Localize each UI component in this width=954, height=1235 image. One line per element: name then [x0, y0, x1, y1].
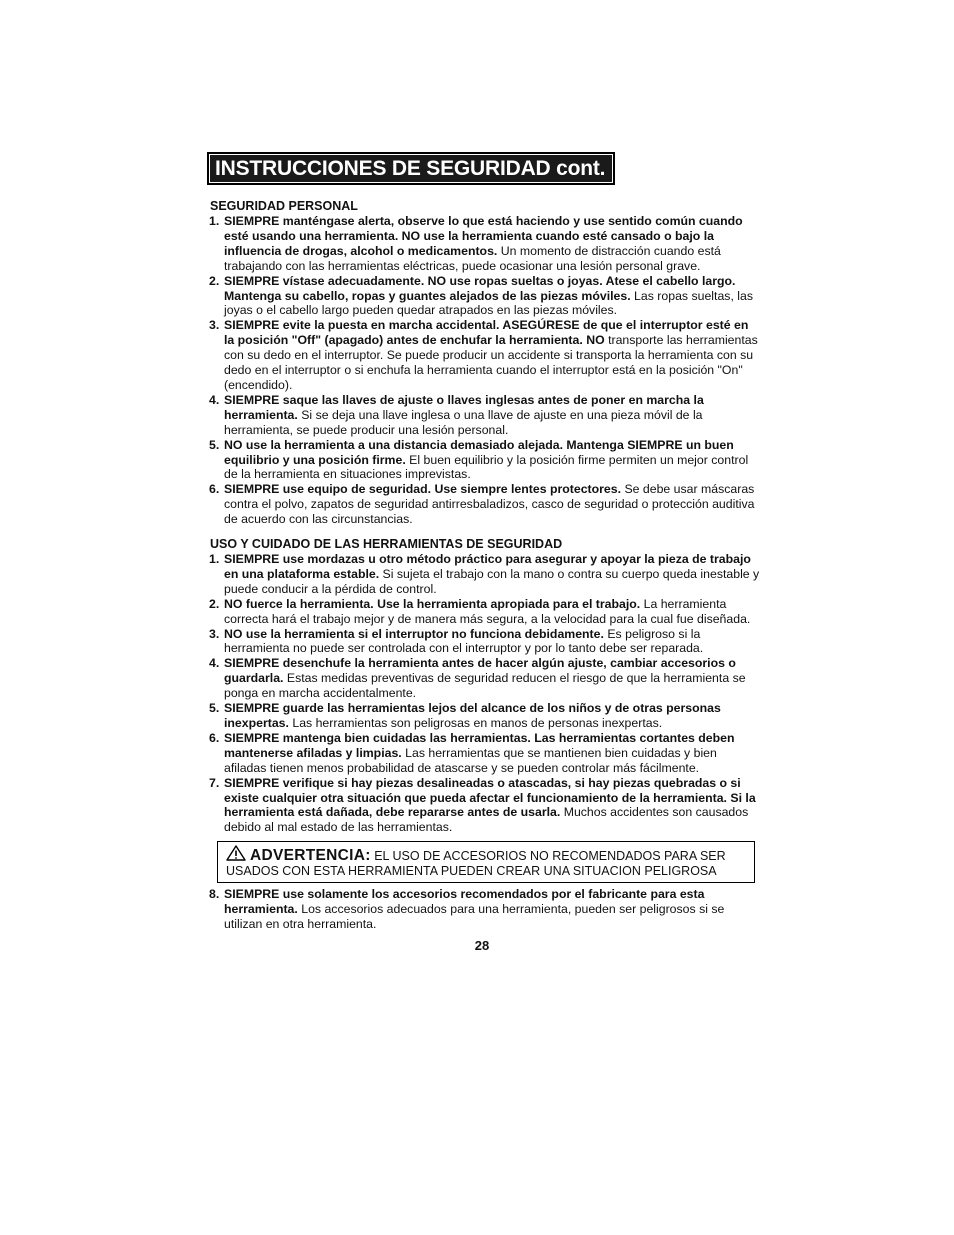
item-number: 4.: [209, 656, 220, 671]
item-number: 2.: [209, 273, 220, 288]
item-text: Las ropas sueltas, las joyas o el cabello largo pueden quedar atrapados en las piezas móviles.: [224, 288, 753, 318]
item-text: Un momento de distracción cuando está trabajando con las herramientas eléctricas, puede ocasionar una lesión personal grave.: [224, 243, 721, 273]
list-item: [207, 552, 762, 597]
warning-box: [217, 841, 755, 883]
page-title: INSTRUCCIONES DE SEGURIDAD cont.: [207, 152, 615, 185]
item-text: Es peligroso si la herramienta no puede ser controlada con el interruptor y por lo tanto debe ser reparada.: [224, 626, 704, 656]
item-bold-text: SIEMPRE vístase adecuadamente. NO use ropas sueltas o joyas. Atese el cabello largo. Mantenga su cabello, ropas y guantes alejados de las piezas móviles.: [224, 273, 736, 303]
item-number: 5.: [209, 437, 220, 452]
item-bold-text: SIEMPRE use mordazas u otro método práctico para asegurar y apoyar la pieza de trabajo en una plataforma estable.: [224, 552, 751, 581]
item-text: La herramienta correcta hará el trabajo mejor y de manera más segura, a la velocidad para la cual fue diseñada.: [224, 596, 751, 626]
warning-text-2: USADOS CON ESTA HERRAMIENTA PUEDEN CREAR UNA SITUACION PELIGROSA: [226, 864, 717, 879]
item-bold-text: NO fuerce la herramienta. Use la herramienta apropiada para el trabajo.: [224, 596, 641, 611]
tool-use-care-list: [207, 552, 762, 835]
list-item: [207, 627, 762, 657]
list-item: [207, 482, 762, 527]
warning-text-1: EL USO DE ACCESORIOS NO RECOMENDADOS PARA SER: [370, 849, 726, 864]
list-item: [207, 214, 762, 274]
item-text: Estas medidas preventivas de seguridad reducen el riesgo de que la herramienta se ponga en marcha accidentalmente.: [224, 671, 746, 701]
item-bold-text: SIEMPRE desenchufe la herramienta antes de hacer algún ajuste, cambiar accesorios o guardarla.: [224, 656, 736, 686]
item-text: Se debe usar máscaras contra el polvo, zapatos de seguridad antirresbaladizos, casco de seguridad o protección auditiva de acuerdo con las circunstancias.: [224, 482, 755, 527]
item-bold-text: SIEMPRE saque las llaves de ajuste o llaves inglesas antes de poner en marcha la herramienta.: [224, 392, 704, 422]
list-item: [207, 731, 762, 776]
item-text: Las herramientas son peligrosas en manos de personas inexpertas.: [288, 716, 663, 730]
item-bold-text: SIEMPRE verifique si hay piezas desalineadas o atascadas, si hay piezas quebradas o si existe cualquier otra situación que pueda afectar el funcionamiento de la herramienta. Si la herramienta está dañada, debe repararse antes de usarla.: [224, 775, 756, 820]
item-bold-text: SIEMPRE use equipo de seguridad. Use siempre lentes protectores.: [224, 482, 622, 497]
warning-line-1: [226, 845, 748, 864]
personal-safety-list: [207, 214, 762, 527]
item-number: 5.: [209, 701, 220, 716]
item-number: 6.: [209, 482, 220, 497]
item-number: 3.: [209, 626, 220, 641]
item-text: Si se deja una llave inglesa o una llave de ajuste en una pieza móvil de la herramienta, se puede producir una lesión personal.: [224, 407, 703, 437]
item-text: El buen equilibrio y la posición firme permiten un mejor control de la herramienta en situaciones imprevistas.: [224, 452, 749, 482]
list-item: [207, 701, 762, 731]
item-bold-text: SIEMPRE manténgase alerta, observe lo que está haciendo y use sentido común cuando esté usando una herramienta. NO use la herramienta cuando esté cansado o bajo la influencia de drogas, alcohol o medicamentos.: [224, 214, 743, 258]
item-number: 8.: [209, 887, 220, 902]
item-text: Muchos accidentes son causados debido al mal estado de las herramientas.: [224, 805, 749, 835]
list-item: [207, 887, 762, 932]
list-item: [207, 393, 762, 438]
list-item: [207, 318, 762, 393]
list-item: [207, 656, 762, 701]
section-heading-tool-use-care: USO Y CUIDADO DE LAS HERRAMIENTAS DE SEGURIDAD: [210, 537, 563, 552]
item-number: 2.: [209, 596, 220, 611]
item-bold-text: SIEMPRE use solamente los accesorios recomendados por el fabricante para esta herramienta.: [224, 887, 705, 917]
item-bold-text: NO use la herramienta si el interruptor no funciona debidamente.: [224, 626, 604, 641]
item-text: Las herramientas que se mantienen bien cuidadas y bien afiladas tienen menos probabilidad de atascarse y se pueden controlar más fácilmente.: [224, 745, 717, 775]
item-bold-text: SIEMPRE mantenga bien cuidadas las herramientas. Las herramientas cortantes deben mantenerse afiladas y limpias.: [224, 730, 735, 760]
item-number: 4.: [209, 392, 220, 407]
item-number: 3.: [209, 318, 220, 333]
list-item: [207, 597, 762, 627]
section-heading-personal-safety: SEGURIDAD PERSONAL: [210, 199, 358, 213]
item-number: 7.: [209, 775, 220, 790]
item-bold-text: SIEMPRE guarde las herramientas lejos del alcance de los niños y de otras personas inexpertas.: [224, 701, 721, 730]
list-item: [207, 274, 762, 319]
item-bold-text: NO use la herramienta a una distancia demasiado alejada. Mantenga SIEMPRE un buen equilibrio y una posición firme.: [224, 437, 734, 467]
tool-use-care-list-continued: [207, 887, 762, 932]
manual-page: [207, 152, 762, 953]
item-number: 6.: [209, 730, 220, 745]
list-item: [207, 776, 762, 836]
warning-label: ADVERTENCIA:: [250, 847, 371, 865]
item-number: 1.: [209, 552, 220, 567]
item-bold-text: SIEMPRE evite la puesta en marcha accidental. ASEGÚRESE de que el interruptor esté en la posición "Off" (apagado) antes de enchufar la herramienta. NO: [224, 318, 749, 348]
item-text: Los accesorios adecuados para una herramienta, pueden ser peligrosos si se utilizan en otra herramienta.: [224, 902, 725, 932]
warning-triangle-icon: [226, 845, 246, 861]
page-number: 28: [474, 937, 490, 953]
list-item: [207, 438, 762, 483]
item-text: transporte las herramientas con su dedo en el interruptor. Se puede producir un accidente si transporta la herramienta con su dedo en el interruptor o si enchufa la herramienta cuando el interruptor está en la posición "On" (encendido).: [224, 333, 758, 392]
item-number: 1.: [209, 214, 220, 228]
item-text: Si sujeta el trabajo con la mano o contra su cuerpo queda inestable y puede conducir a la pérdida de control.: [224, 566, 760, 596]
